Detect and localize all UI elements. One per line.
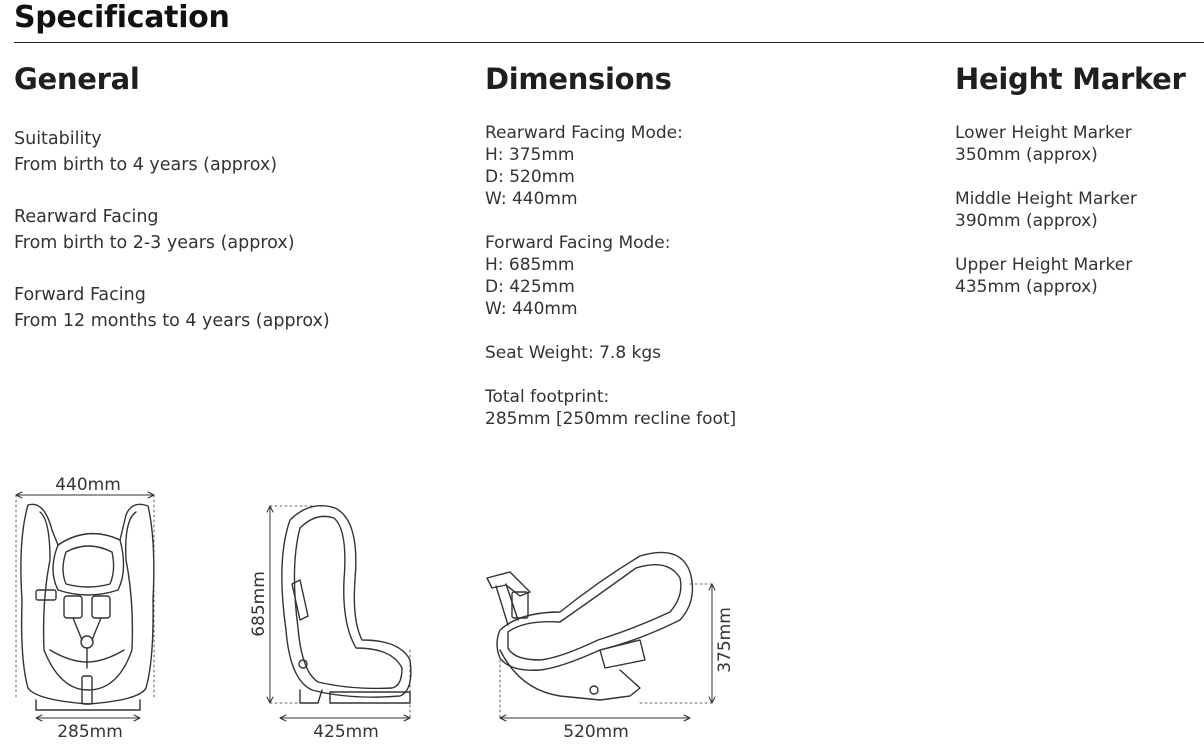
front-width-label: 440mm <box>55 475 121 495</box>
rear-height-label: 375mm <box>715 607 735 673</box>
forward-title: Forward Facing Mode: <box>485 233 671 253</box>
side-height-label: 685mm <box>249 571 269 637</box>
forward-width: W: 440mm <box>485 299 578 319</box>
height-marker-value: 390mm (approx) <box>955 211 1098 231</box>
rearward-height: H: 375mm <box>485 145 575 165</box>
footprint-title: Total footprint: <box>485 387 610 407</box>
footprint-value: 285mm [250mm recline foot] <box>485 409 737 429</box>
rearward-title: Rearward Facing Mode: <box>485 123 683 143</box>
page-title: Specification <box>14 0 230 35</box>
forward-depth: D: 425mm <box>485 277 575 297</box>
general-item-label: Suitability <box>14 129 102 149</box>
dimensions-heading: Dimensions <box>485 62 672 96</box>
seat-weight-text: Seat Weight: 7.8 kgs <box>485 343 662 363</box>
height-marker-label: Middle Height Marker <box>955 189 1137 209</box>
front-base-label: 285mm <box>57 722 123 742</box>
height-marker-label: Upper Height Marker <box>955 255 1133 275</box>
rear-facing-view-drawing <box>487 552 715 721</box>
rearward-width: W: 440mm <box>485 189 578 209</box>
forward-height: H: 685mm <box>485 255 575 275</box>
general-item-value: From 12 months to 4 years (approx) <box>14 311 330 331</box>
side-depth-label: 425mm <box>313 722 379 742</box>
rearward-depth: D: 520mm <box>485 167 575 187</box>
general-item-label: Forward Facing <box>14 285 146 305</box>
rear-depth-label: 520mm <box>563 722 629 742</box>
general-item-label: Rearward Facing <box>14 207 159 227</box>
height-marker-heading: Height Marker <box>955 62 1186 96</box>
general-item-value: From birth to 4 years (approx) <box>14 155 278 175</box>
general-heading: General <box>14 62 140 96</box>
general-item-value: From birth to 2-3 years (approx) <box>14 233 295 253</box>
side-view-drawing <box>267 506 411 721</box>
height-marker-value: 350mm (approx) <box>955 145 1098 165</box>
front-view-drawing <box>16 492 154 721</box>
height-marker-label: Lower Height Marker <box>955 123 1132 143</box>
height-marker-value: 435mm (approx) <box>955 277 1098 297</box>
